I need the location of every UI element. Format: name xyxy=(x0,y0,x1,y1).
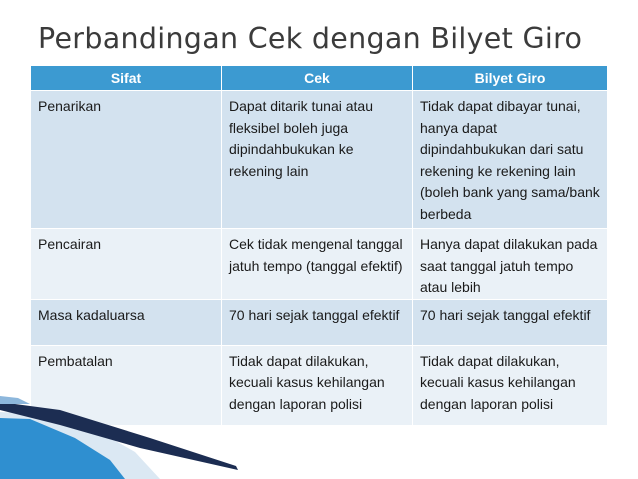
cell-giro-masa-kadaluarsa: 70 hari sejak tanggal efektif xyxy=(413,299,607,345)
row-label-pencairan: Pencairan xyxy=(31,228,222,299)
cell-giro-pembatalan: Tidak dapat dilakukan, kecuali kasus kehilangan dengan laporan polisi xyxy=(413,345,607,425)
header-cek: Cek xyxy=(222,66,413,90)
row-label-masa-kadaluarsa: Masa kadaluarsa xyxy=(31,299,222,345)
swoosh-small-shape xyxy=(0,396,30,404)
cell-cek-pembatalan: Tidak dapat dilakukan, kecuali kasus kehilangan dengan laporan polisi xyxy=(222,345,413,425)
row-label-pembatalan: Pembatalan xyxy=(31,345,222,425)
cell-cek-masa-kadaluarsa: 70 hari sejak tanggal efektif xyxy=(222,299,413,345)
cell-cek-pencairan: Cek tidak mengenal tanggal jatuh tempo (tanggal efektif) xyxy=(222,228,413,299)
header-sifat: Sifat xyxy=(31,66,222,90)
row-label-penarikan: Penarikan xyxy=(31,90,222,228)
cell-cek-penarikan: Dapat ditarik tunai atau fleksibel boleh juga dipindahbukukan ke rekening lain xyxy=(222,90,413,228)
header-bilyet-giro: Bilyet Giro xyxy=(413,66,607,90)
cell-giro-penarikan: Tidak dapat dibayar tunai, hanya dapat dipindahbukukan dari satu rekening ke rekening lain (boleh bank yang sama/bank berbeda xyxy=(413,90,607,228)
cell-giro-pencairan: Hanya dapat dilakukan pada saat tanggal jatuh tempo atau lebih xyxy=(413,228,607,299)
slide-title: Perbandingan Cek dengan Bilyet Giro xyxy=(38,22,583,55)
